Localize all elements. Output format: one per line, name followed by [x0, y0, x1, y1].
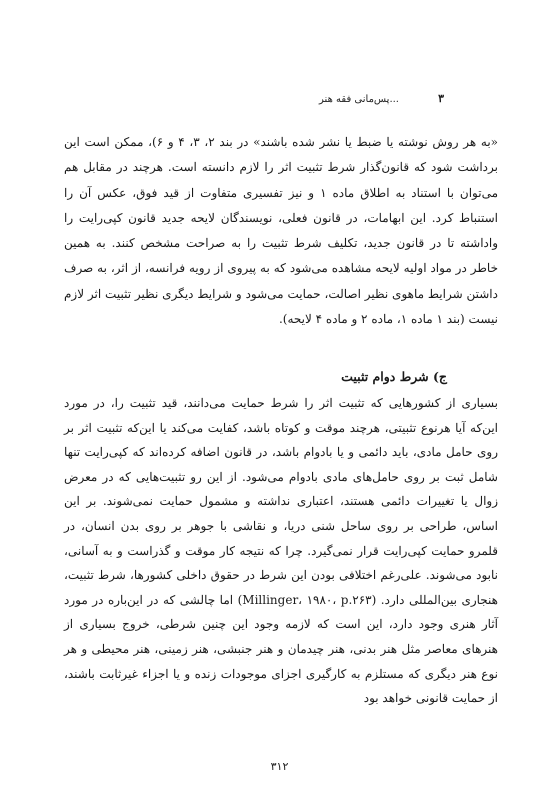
running-header-title: ...پس‌مانی فقه هنر — [319, 94, 399, 105]
header-folio: ۳ — [438, 92, 444, 105]
page-number: ۳۱۲ — [270, 760, 289, 773]
body-paragraph-2 — [64, 391, 498, 711]
body-paragraph-1 — [64, 130, 498, 332]
paragraph-text: «به هر روش نوشته یا ضبط یا نشر شده باشند» در بند ۲، ۳، ۴ و ۶)، ممکن است این برداشت شود که قانون‌گذار شرط تثبیت اثر را لازم دانسته است. هرچند در مقابل هم می‌توان با استناد به اطلاق ماده ۱ و نیز تفسیری متفاوت از قید فوق، عکس آن را استنباط کرد. این ابهامات، در قانون فعلی، نویسندگان لایحه جدید قانون کپی‌رایت را واداشته تا در قانون جدید، تکلیف شرط تثبیت را به صراحت مشخص کنند. به همین خاطر در مواد اولیه لایحه مشاهده می‌شود که به پیروی از رویه فرانسه، از اثر، به صرف داشتن شرایط ماهوی نظیر اصالت، حمایت می‌شود و شرایط دیگری نظیر تثبیت اثر لازم نیست (بند ۱ ماده ۱، ماده ۲ و ماده ۴ لایحه). — [64, 135, 499, 327]
section-heading: ج) شرط دوام تثبیت — [341, 369, 447, 384]
paragraph-text: بسیاری از کشورهایی که تثبیت اثر را شرط حمایت می‌دانند، قید تثبیت را، در مورد این‌که آیا هرنوع تثبیتی، هرچند موقت و کوتاه باشد، کفایت می‌کند یا این‌که تثبیت اثر بر روی حامل مادی، باید دائمی و یا بادوام باشد، در قانون اضافه کرده‌اند که کپی‌رایت تنها شامل ثبت بر روی حامل‌های مادی بادوام می‌شود. از این رو تثبیت‌هایی که در معرض زوال یا تغییرات دائمی هستند، اعتباری نداشته و مشمول حمایت نمی‌شوند. بر این اساس، طراحی بر روی ساحل شنی دریا، و نقاشی با جوهر بر روی بدن انسان، در قلمرو حمایت کپی‌رایت قرار نمی‌گیرد. چرا که نتیجه کار موقت و گذراست و به آسانی، نابود می‌شوند. علی‌رغم اختلافی بودن این شرط در حقوق داخلی کشورها، شرط تثبیت، هنجاری بین‌المللی دارد. (Millinger، ۱۹۸۰، p.۲۶۳) اما چالشی که در این‌باره در مورد آثار هنری وجود دارد، این است که لازمه وجود این چنین شرطی، خروج بسیاری از هنرهای معاصر مثل هنر بدنی، هنر چیدمان و هنر جنبشی، هنر زمینی، هنر محیطی و هر نوع هنر دیگری که مستلزم به کارگیری اجزای موجودات زنده و یا اجزاء غیرثابت باشند، از حمایت قانونی خواهد بود — [64, 396, 498, 706]
